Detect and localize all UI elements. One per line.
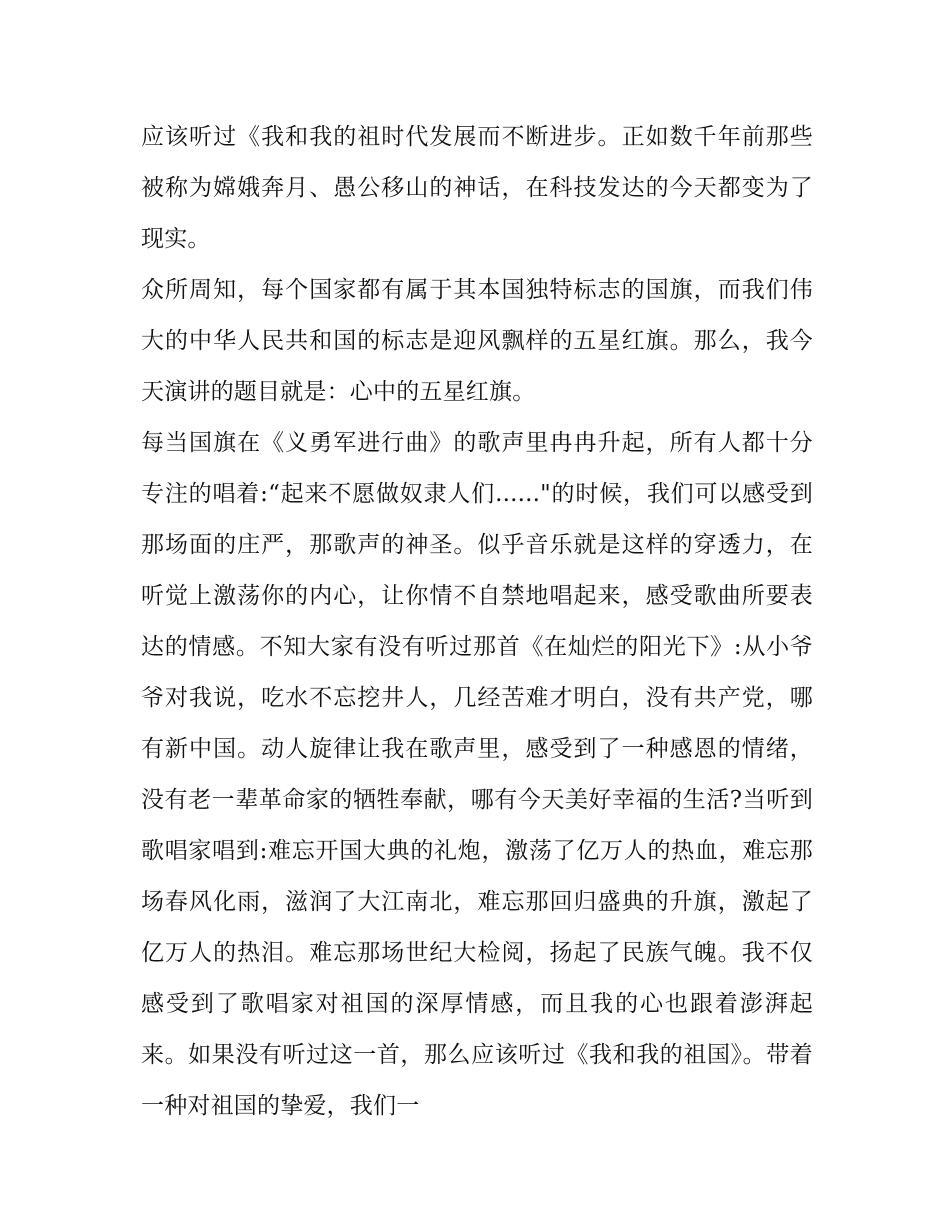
paragraph-2: 众所周知，每个国家都有属于其本国独特标志的国旗，而我们伟大的中华人民共和国的标志是迎风飘样的五星红旗。那么，我今天演讲的题目就是：心中的五星红旗。	[141, 277, 813, 405]
document-body	[141, 112, 813, 1132]
paragraph-1: 应该听过《我和我的祖时代发展而不断进步。正如数千年前那些被称为嫦娥奔月、愚公移山的神话，在科技发达的今天都变为了现实。	[141, 124, 813, 252]
paragraph-3: 每当国旗在《义勇军进行曲》的歌声里冉冉升起，所有人都十分专注的唱着:“起来不愿做奴隶人们......"的时候，我们可以感受到那场面的庄严，那歌声的神圣。似乎音乐就是这样的穿透力，在听觉上激荡你的内心，让你情不自禁地唱起来，感受歌曲所要表达的情感。不知大家有没有听过那首《在灿烂的阳光下》:从小爷爷对我说，吃水不忘挖井人，几经苦难才明白，没有共产党，哪有新中国。动人旋律让我在歌声里，感受到了一种感恩的情绪，没有老一辈革命家的牺牲奉献，哪有今天美好幸福的生活?当听到歌唱家唱到:难忘开国大典的礼炮，激荡了亿万人的热血，难忘那场春风化雨，滋润了大江南北，难忘那回归盛典的升旗，激起了亿万人的热泪。难忘那场世纪大检阅，扬起了民族气魄。我不仅感受到了歌唱家对祖国的深厚情感，而且我的心也跟着澎湃起来。如果没有听过这一首，那么应该听过《我和我的祖国》。带着一种对祖国的挚爱，我们一	[141, 430, 813, 1119]
